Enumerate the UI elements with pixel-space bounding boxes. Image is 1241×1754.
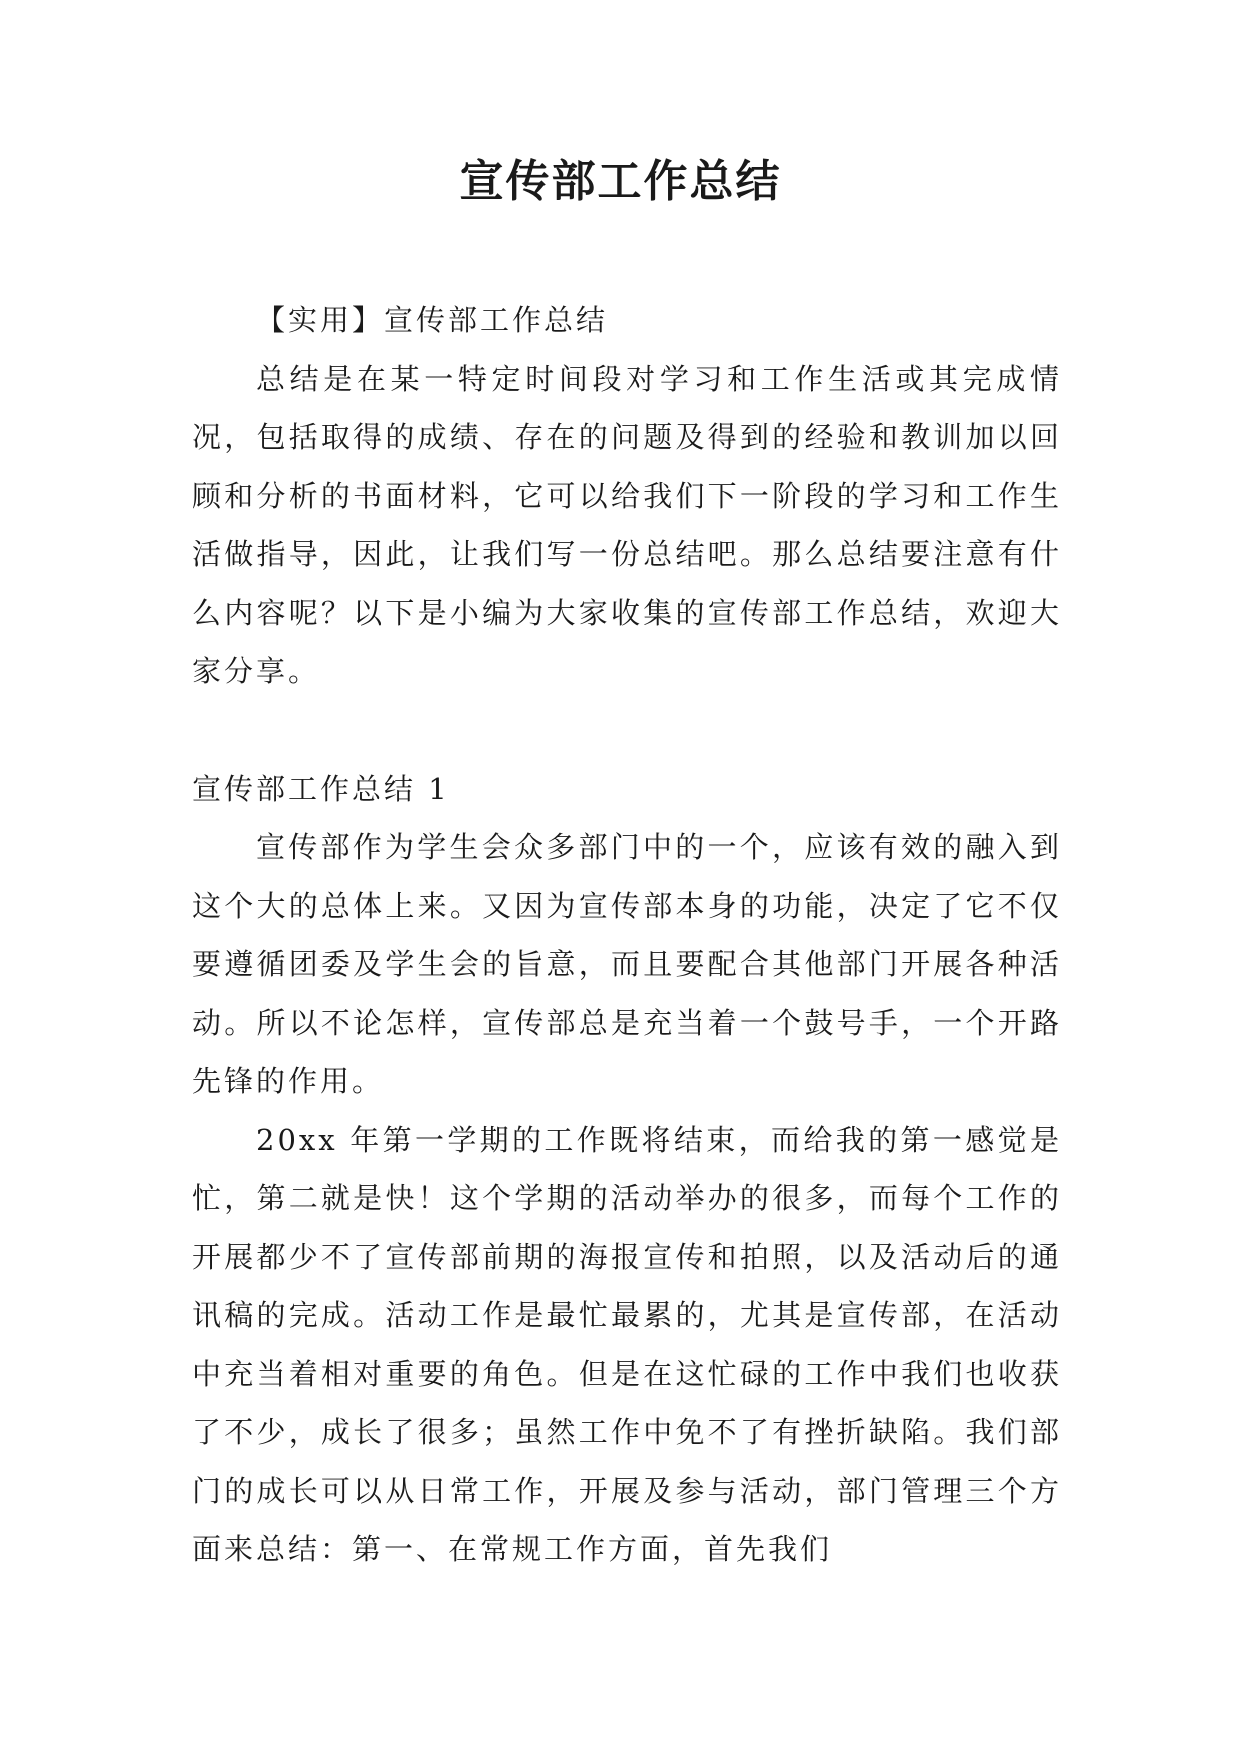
section-1-paragraph-1: 宣传部作为学生会众多部门中的一个，应该有效的融入到这个大的总体上来。又因为宣传部本身的功能，决定了它不仅要遵循团委及学生会的旨意，而且要配合其他部门开展各种活动。所以不论怎样，宣传部总是充当着一个鼓号手，一个开路先锋的作用。 [192,830,1062,1098]
section-1-paragraph-2: 20xx 年第一学期的工作既将结束，而给我的第一感觉是忙，第二就是快！这个学期的活动举办的很多，而每个工作的开展都少不了宣传部前期的海报宣传和拍照，以及活动后的通讯稿的完成。活动工作是最忙最累的，尤其是宣传部，在活动中充当着相对重要的角色。但是在这忙碌的工作中我们也收获了不少，成长了很多；虽然工作中免不了有挫折缺陷。我们部门的成长可以从日常工作，开展及参与活动，部门管理三个方面来总结：第一、在常规工作方面，首先我们 [192,1122,1062,1566]
section-1-heading: 宣传部工作总结 1 [192,771,450,806]
intro-heading: 【实用】宣传部工作总结 [256,303,609,337]
document-title: 宣传部工作总结 [459,156,782,207]
document-body [192,291,1062,1579]
intro-paragraph: 总结是在某一特定时间段对学习和工作生活或其完成情况，包括取得的成绩、存在的问题及得到的经验和教训加以回顾和分析的书面材料，它可以给我们下一阶段的学习和工作生活做指导，因此，让我们写一份总结吧。那么总结要注意有什么内容呢？以下是小编为大家收集的宣传部工作总结，欢迎大家分享。 [192,361,1062,688]
